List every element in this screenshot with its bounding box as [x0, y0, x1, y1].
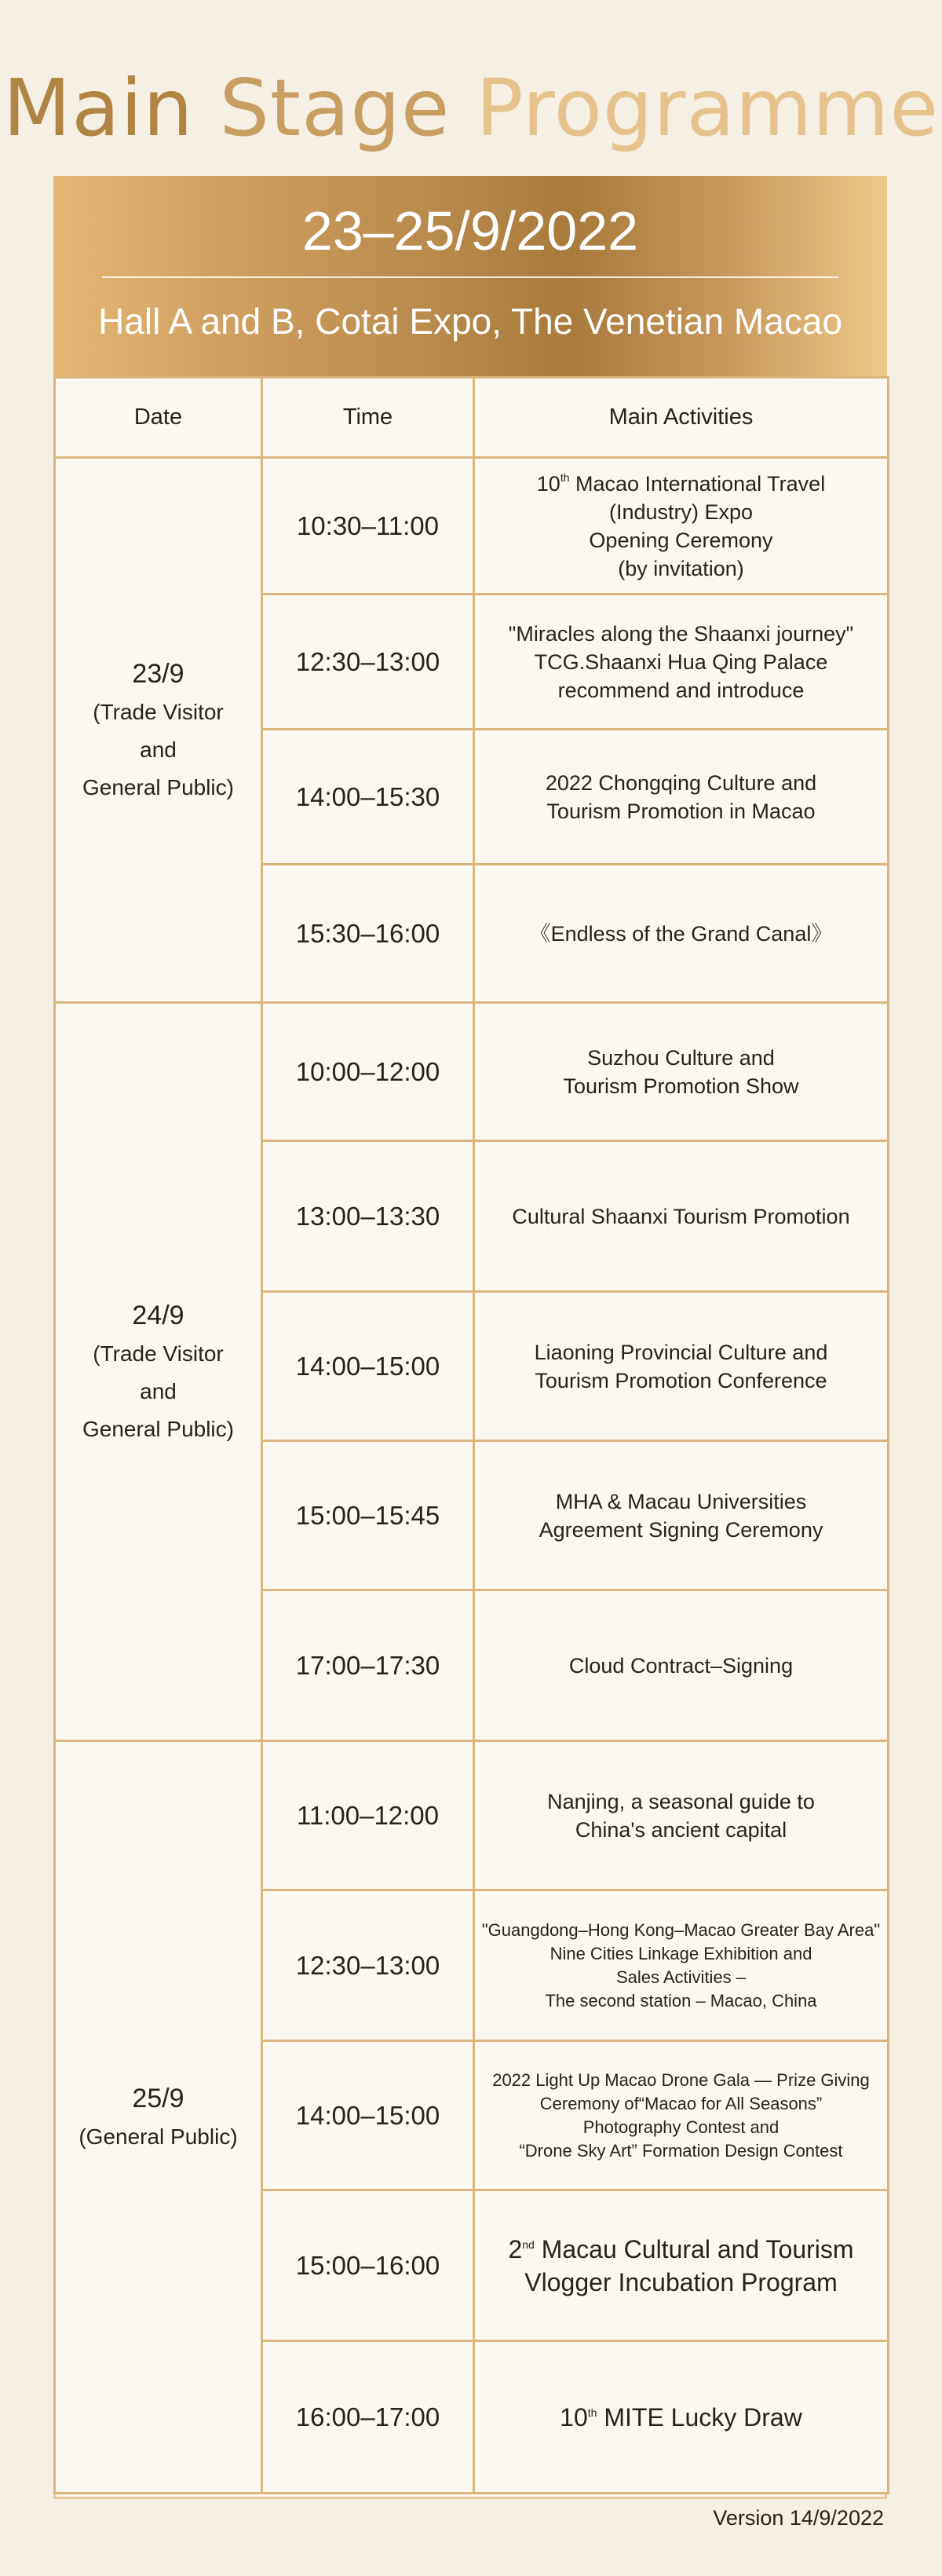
day-label: 23/9 — [132, 658, 184, 689]
day-label: 25/9 — [132, 2083, 184, 2113]
activity-cell — [474, 1003, 889, 1141]
activity-text — [475, 2401, 887, 2434]
activity-text — [475, 1044, 887, 1100]
title-word-main: Main — [2, 62, 194, 154]
activity-cell — [474, 2341, 889, 2494]
version-label: Version 14/9/2022 — [713, 2506, 884, 2530]
event-dates: 23–25/9/2022 — [301, 200, 639, 262]
audience-label: (General Public) — [78, 2124, 238, 2149]
activity-text — [475, 1487, 887, 1544]
title-word-stage: Stage — [219, 62, 451, 154]
page-title — [0, 61, 942, 156]
event-venue: Hall A and B, Cotai Expo, The Venetian Macao — [98, 301, 842, 342]
activity-title: MITE Lucky Draw — [597, 2402, 802, 2431]
banner-divider — [102, 276, 838, 278]
audience-label: (Trade Visitor and General Public) — [82, 1341, 234, 1441]
time-cell: 10:30–11:00 — [262, 458, 474, 595]
table-header-row — [55, 378, 889, 458]
time-cell: 13:00–13:30 — [262, 1141, 474, 1292]
activity-cell — [474, 1141, 889, 1292]
activity-cell — [474, 2190, 889, 2341]
time-cell: 15:00–15:45 — [262, 1441, 474, 1590]
event-banner — [53, 176, 887, 376]
activity-cell — [474, 730, 889, 865]
ordinal-number: 10 — [536, 471, 560, 496]
time-cell: 15:00–16:00 — [262, 2190, 474, 2341]
time-cell: 14:00–15:00 — [262, 1292, 474, 1441]
time-cell: 14:00–15:00 — [262, 2041, 474, 2190]
activity-text — [475, 2233, 887, 2299]
activity-title: Nanjing, a seasonal guide to China's ancient capital — [547, 1789, 815, 1842]
date-cell — [55, 458, 262, 1003]
time-cell: 16:00–17:00 — [262, 2341, 474, 2494]
activity-text — [475, 470, 887, 583]
ordinal-suffix: th — [587, 2406, 597, 2419]
activity-text — [475, 1652, 887, 1680]
activity-title: 2022 Light Up Macao Drone Gala — Prize Giving Ceremony of“Macao for All Seasons” Photography Contest and “Drone Sky Art” Formation Design Contest — [492, 2069, 870, 2161]
table-row — [55, 1741, 889, 1890]
activity-text — [475, 620, 887, 704]
time-cell: 14:00–15:30 — [262, 730, 474, 865]
activity-title: 2022 Chongqing Culture and Tourism Promotion in Macao — [545, 770, 817, 823]
activity-cell — [474, 865, 889, 1003]
activity-cell — [474, 2041, 889, 2190]
activity-text — [475, 1338, 887, 1395]
activity-title: Cloud Contract–Signing — [568, 1653, 794, 1678]
activity-title: Macau Cultural and Tourism Vlogger Incubation Program — [524, 2234, 854, 2296]
activity-text — [475, 769, 887, 825]
title-word-programme: Programme — [476, 62, 940, 154]
activity-text — [475, 1202, 887, 1231]
activity-title: "Miracles along the Shaanxi journey" TCG.Shaanxi Hua Qing Palace recommend and introduce — [508, 621, 854, 702]
activity-cell — [474, 458, 889, 595]
time-cell: 11:00–12:00 — [262, 1741, 474, 1890]
activity-cell — [474, 1441, 889, 1590]
time-cell: 12:30–13:00 — [262, 595, 474, 730]
table-row — [55, 1003, 889, 1141]
ordinal-suffix: nd — [522, 2238, 535, 2251]
ordinal-suffix: th — [560, 470, 570, 484]
activity-title: MHA & Macau Universities Agreement Signing Ceremony — [539, 1489, 823, 1542]
day-label: 24/9 — [132, 1300, 184, 1330]
time-cell: 12:30–13:00 — [262, 1890, 474, 2041]
activity-cell — [474, 1590, 889, 1741]
activity-title: Macao International Travel (Industry) Expo Opening Ceremony (by invitation) — [575, 471, 826, 580]
activity-cell — [474, 595, 889, 730]
header-time: Time — [262, 378, 474, 458]
ordinal-number: 10 — [560, 2402, 588, 2431]
date-cell — [55, 1003, 262, 1741]
table-row — [55, 458, 889, 595]
activity-cell — [474, 1292, 889, 1441]
audience-label: (Trade Visitor and General Public) — [82, 699, 234, 800]
activity-cell — [474, 1890, 889, 2041]
activity-title: "Guangdong–Hong Kong–Macao Greater Bay Area" Nine Cities Linkage Exhibition and Sales Activities – The second station – Macao, China — [481, 1919, 881, 2011]
activity-text — [475, 2069, 887, 2163]
activity-title: Cultural Shaanxi Tourism Promotion — [512, 1204, 850, 1228]
activity-text — [475, 1919, 887, 2013]
header-date: Date — [55, 378, 262, 458]
date-cell — [55, 1741, 262, 2494]
activity-title: Suzhou Culture and Tourism Promotion Show — [563, 1045, 799, 1098]
ordinal-number: 2 — [508, 2234, 523, 2263]
schedule-table — [53, 376, 889, 2494]
header-activities: Main Activities — [474, 378, 889, 458]
schedule-body — [55, 458, 889, 2494]
activity-cell — [474, 1741, 889, 1890]
time-cell: 15:30–16:00 — [262, 865, 474, 1003]
activity-title: Liaoning Provincial Culture and Tourism Promotion Conference — [534, 1340, 828, 1392]
activity-text — [475, 1787, 887, 1844]
activity-text — [475, 920, 887, 948]
time-cell: 10:00–12:00 — [262, 1003, 474, 1141]
time-cell: 17:00–17:30 — [262, 1590, 474, 1741]
activity-title: 《Endless of the Grand Canal》 — [529, 921, 833, 946]
